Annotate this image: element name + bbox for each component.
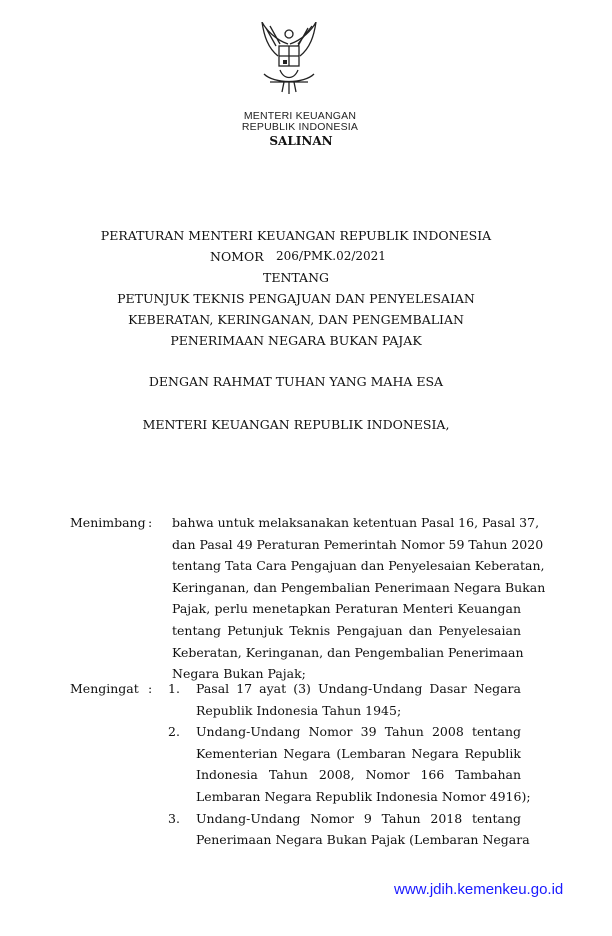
garuda-emblem-icon: [258, 22, 320, 94]
mengingat-label: Mengingat: [70, 681, 139, 696]
menimbang-line: Pajak, perlu menetapkan Peraturan Menteri Keuangan: [172, 601, 521, 617]
mengingat-item-line: Pasal 17 ayat (3) Undang-Undang Dasar Negara: [196, 681, 521, 696]
menimbang-line: tentang Tata Cara Pengajuan dan Penyelesaian Keberatan,: [172, 558, 545, 574]
subject-line: KEBERATAN, KERINGANAN, DAN PENGEMBALIAN: [128, 312, 464, 327]
tentang-heading: TENTANG: [262, 270, 329, 285]
org-name-line1: MENTERI KEUANGAN: [243, 110, 357, 122]
menteri-line: MENTERI KEUANGAN REPUBLIK INDONESIA,: [142, 417, 450, 432]
menimbang-line: tentang Petunjuk Teknis Pengajuan dan Penyelesaian: [172, 623, 521, 638]
menimbang-line: Keberatan, Keringanan, dan Pengembalian Penerimaan: [172, 644, 524, 660]
mengingat-item-number: 1.: [168, 681, 180, 696]
mengingat-item-line: Undang-Undang Nomor 39 Tahun 2008 tentang: [196, 724, 521, 740]
menimbang-colon: :: [148, 515, 153, 530]
mengingat-item-line: Undang-Undang Nomor 9 Tahun 2018 tentang: [196, 810, 521, 826]
menimbang-line: dan Pasal 49 Peraturan Pemerintah Nomor 59 Tahun 2020: [172, 536, 544, 552]
mengingat-colon: :: [148, 681, 153, 696]
mengingat-item-line: Lembaran Negara Republik Indonesia Nomor 4916);: [196, 789, 531, 804]
menimbang-line: Keringanan, dan Pengembalian Penerimaan Negara Bukan: [172, 579, 546, 595]
nomor-value: 206/PMK.02/2021: [276, 249, 386, 263]
mengingat-item-line: Penerimaan Negara Bukan Pajak (Lembaran Negara: [196, 832, 530, 848]
subject-line: PETUNJUK TEKNIS PENGAJUAN DAN PENYELESAIAN: [117, 291, 475, 306]
mengingat-item-line: Kementerian Negara (Lembaran Negara Republik: [196, 745, 521, 761]
subject-line: PENERIMAAN NEGARA BUKAN PAJAK: [170, 333, 422, 348]
mengingat-item-line: Republik Indonesia Tahun 1945;: [196, 702, 402, 718]
menimbang-line: Negara Bukan Pajak;: [172, 666, 306, 682]
menimbang-line: bahwa untuk melaksanakan ketentuan Pasal 16, Pasal 37,: [172, 515, 540, 530]
mengingat-item-number: 2.: [168, 724, 180, 740]
mengingat-item-number: 3.: [168, 810, 180, 826]
salinan-stamp: SALINAN: [269, 134, 333, 148]
nomor-label: NOMOR: [210, 249, 264, 264]
menimbang-label: Menimbang: [70, 515, 146, 530]
regulation-title: PERATURAN MENTERI KEUANGAN REPUBLIK INDONESIA: [100, 228, 492, 243]
rahmat-line: DENGAN RAHMAT TUHAN YANG MAHA ESA: [148, 374, 444, 389]
org-name-line2: REPUBLIK INDONESIA: [241, 121, 359, 133]
mengingat-item-line: Indonesia Tahun 2008, Nomor 166 Tambahan: [196, 767, 521, 783]
jdih-link[interactable]: www.jdih.kemenkeu.go.id: [394, 881, 564, 898]
